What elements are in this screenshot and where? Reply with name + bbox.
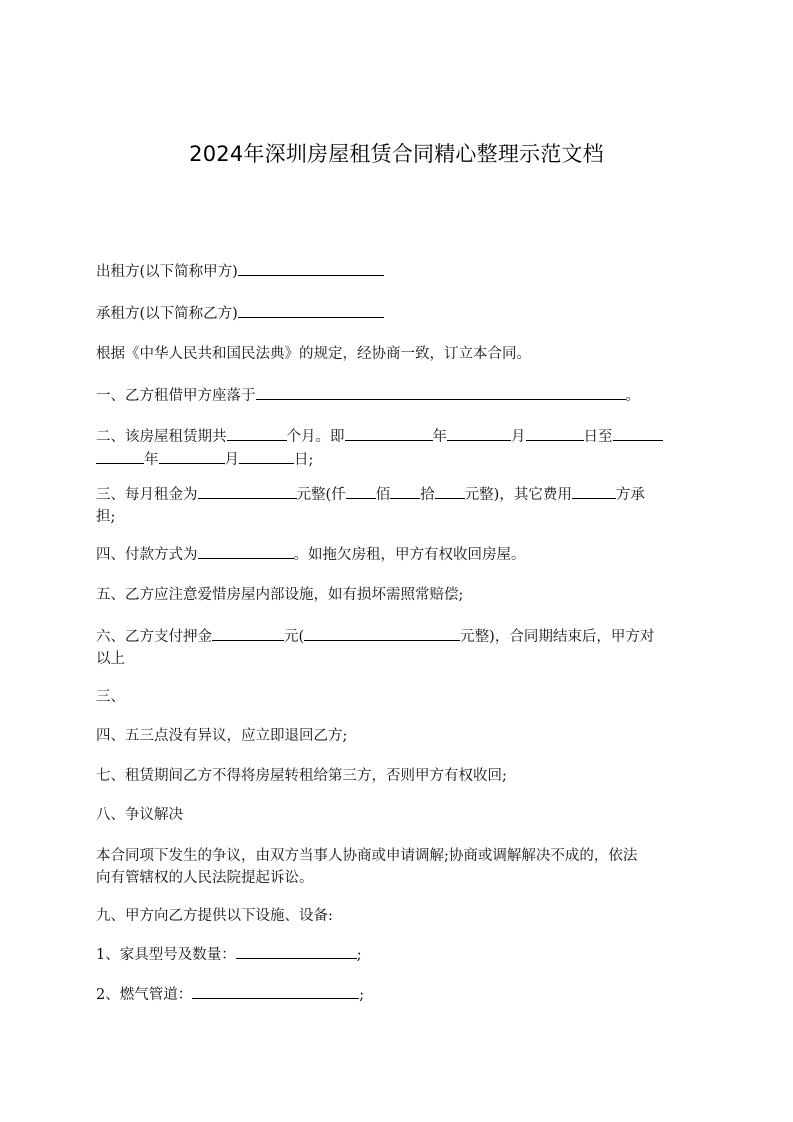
- basis-line: 根据《中华人民共和国民法典》的规定，经协商一致，订立本合同。: [96, 346, 531, 362]
- clause-4-text: 四、付款方式为: [96, 547, 198, 563]
- clause-6: [96, 625, 700, 670]
- clause-3: [96, 483, 700, 528]
- lessor-blank[interactable]: [238, 260, 384, 276]
- clause-3-bear: 方承: [615, 487, 645, 503]
- lessor-label: 出租方(以下简称甲方): [96, 264, 238, 280]
- lessor-line: [96, 260, 700, 283]
- lessee-line: [96, 302, 700, 325]
- months-blank[interactable]: [227, 425, 287, 441]
- clause-6-above: 以上: [96, 651, 125, 667]
- clause-6-text: 六、乙方支付押金: [96, 629, 212, 645]
- clause-3-text: 三、每月租金为: [96, 487, 198, 503]
- lessee-blank[interactable]: [238, 302, 384, 318]
- address-blank[interactable]: [256, 384, 626, 400]
- other-fees-blank[interactable]: [572, 483, 616, 499]
- clause-3-end: 担;: [96, 509, 116, 525]
- rent-thousands-blank[interactable]: [346, 483, 376, 499]
- clause-8-body-1: 本合同项下发生的争议，由双方当事人协商或申请调解;协商或调解解决不成的，依法: [96, 848, 638, 864]
- rent-hundreds-blank[interactable]: [390, 483, 420, 499]
- clause-2-text: 二、该房屋租赁期共: [96, 429, 227, 445]
- clause-1-text: 一、乙方租借甲方座落于: [96, 388, 256, 404]
- clause-2: [96, 425, 700, 471]
- end-month-blank[interactable]: [159, 448, 225, 464]
- start-month-blank[interactable]: [447, 425, 511, 441]
- furniture-label: 1、家具型号及数量：: [96, 947, 236, 963]
- clause-1-end: 。: [625, 388, 640, 404]
- gas-pipe-label: 2、燃气管道：: [96, 987, 193, 1003]
- clause-5: 五、乙方应注意爱惜房屋内部设施，如有损坏需照常赔偿;: [96, 587, 464, 603]
- clause-2-month: 月: [511, 429, 526, 445]
- end-year-blank-b[interactable]: [96, 448, 144, 464]
- furniture-end: ;: [356, 947, 362, 963]
- rent-blank[interactable]: [198, 483, 297, 499]
- clause-2-to: 日至: [583, 429, 613, 445]
- clause-6-item-4: 四、五三点没有异议，应立即退回乙方;: [96, 728, 348, 744]
- clause-3-other: 元整)，其它费用: [464, 487, 572, 503]
- start-day-blank[interactable]: [526, 425, 584, 441]
- clause-2-months: 个月。即: [286, 429, 345, 445]
- deposit-words-blank[interactable]: [304, 625, 460, 641]
- clause-9-item-2: [96, 983, 700, 1006]
- gas-pipe-end: ;: [359, 987, 365, 1003]
- clause-2-end-day: 日;: [294, 452, 314, 468]
- clause-8-body-2: 向有管辖权的人民法院提起诉讼。: [96, 870, 314, 886]
- start-year-blank[interactable]: [345, 425, 433, 441]
- end-day-blank[interactable]: [239, 448, 294, 464]
- deposit-blank[interactable]: [212, 625, 284, 641]
- clause-6-item-3: 三、: [96, 689, 125, 705]
- clause-4: [96, 543, 700, 566]
- clause-7: 七、租赁期间乙方不得将房屋转租给第三方，否则甲方有权收回;: [96, 768, 507, 784]
- clause-6-yuan: 元(: [284, 629, 305, 645]
- clause-3-tens: 拾: [420, 487, 435, 503]
- rent-tens-blank[interactable]: [435, 483, 465, 499]
- clause-9-heading: 九、甲方向乙方提供以下设施、设备:: [96, 908, 333, 924]
- clause-4-rest: 。如拖欠房租，甲方有权收回房屋。: [293, 547, 526, 563]
- clause-6-rest: 元整)，合同期结束后，甲方对: [460, 629, 655, 645]
- clause-3-yuan: 元整(仟: [296, 487, 346, 503]
- clause-1: [96, 384, 700, 407]
- payment-method-blank[interactable]: [198, 543, 294, 559]
- furniture-blank[interactable]: [236, 943, 357, 959]
- end-year-blank-a[interactable]: [613, 425, 663, 441]
- clause-9-item-1: [96, 943, 700, 966]
- clause-2-end-month: 月: [224, 452, 239, 468]
- lessee-label: 承租方(以下简称乙方): [96, 306, 238, 322]
- gas-pipe-blank[interactable]: [192, 983, 359, 999]
- clause-2-end-year: 年: [144, 452, 159, 468]
- document-title: 2024年深圳房屋租赁合同精心整理示范文档: [189, 142, 604, 166]
- clause-8-heading: 八、争议解决: [96, 807, 183, 823]
- clause-3-hundreds: 佰: [375, 487, 391, 503]
- clause-2-year: 年: [432, 429, 447, 445]
